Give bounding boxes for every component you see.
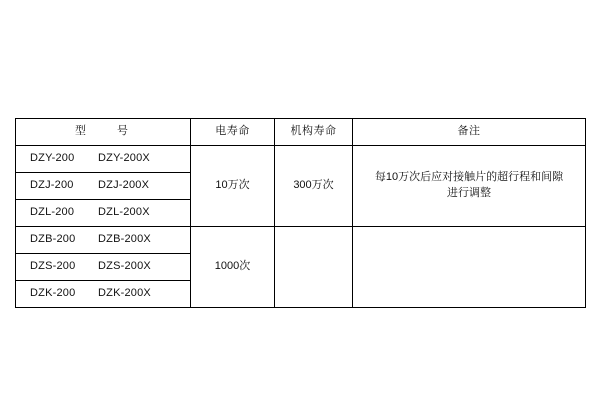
model-cell — [16, 254, 191, 281]
spec-table-container — [15, 118, 585, 308]
model-code-primary: DZJ-200 — [30, 179, 74, 192]
table-row — [16, 227, 586, 254]
electrical-life-group-1: 10万次 — [191, 146, 275, 227]
remark-cell — [353, 146, 586, 227]
model-code-primary: DZL-200 — [30, 206, 75, 219]
model-cell — [16, 227, 191, 254]
model-code-secondary: DZL-200X — [98, 206, 150, 219]
header-electrical-life: 电寿命 — [191, 119, 275, 146]
spec-table — [15, 118, 586, 308]
mechanical-life-value: 300万次 — [275, 146, 353, 227]
table-header-row — [16, 119, 586, 146]
model-code-secondary: DZY-200X — [98, 152, 150, 165]
header-model: 型 号 — [16, 119, 191, 146]
model-code-primary: DZB-200 — [30, 233, 76, 246]
header-remark: 备注 — [353, 119, 586, 146]
model-code-primary: DZY-200 — [30, 152, 75, 165]
table-row — [16, 146, 586, 173]
remark-line-2: 进行调整 — [447, 187, 491, 199]
model-cell — [16, 173, 191, 200]
mechanical-life-empty — [275, 227, 353, 308]
model-code-primary: DZK-200 — [30, 287, 76, 300]
model-cell — [16, 281, 191, 308]
model-cell — [16, 200, 191, 227]
model-code-secondary: DZK-200X — [98, 287, 151, 300]
electrical-life-group-2: 1000次 — [191, 227, 275, 308]
remark-line-1: 每10万次后应对接触片的超行程和间隙 — [374, 171, 564, 184]
remark-empty — [353, 227, 586, 308]
model-code-secondary: DZS-200X — [98, 260, 151, 273]
model-cell — [16, 146, 191, 173]
header-mechanical-life: 机构寿命 — [275, 119, 353, 146]
model-code-secondary: DZB-200X — [98, 233, 151, 246]
model-code-primary: DZS-200 — [30, 260, 76, 273]
model-code-secondary: DZJ-200X — [98, 179, 150, 192]
